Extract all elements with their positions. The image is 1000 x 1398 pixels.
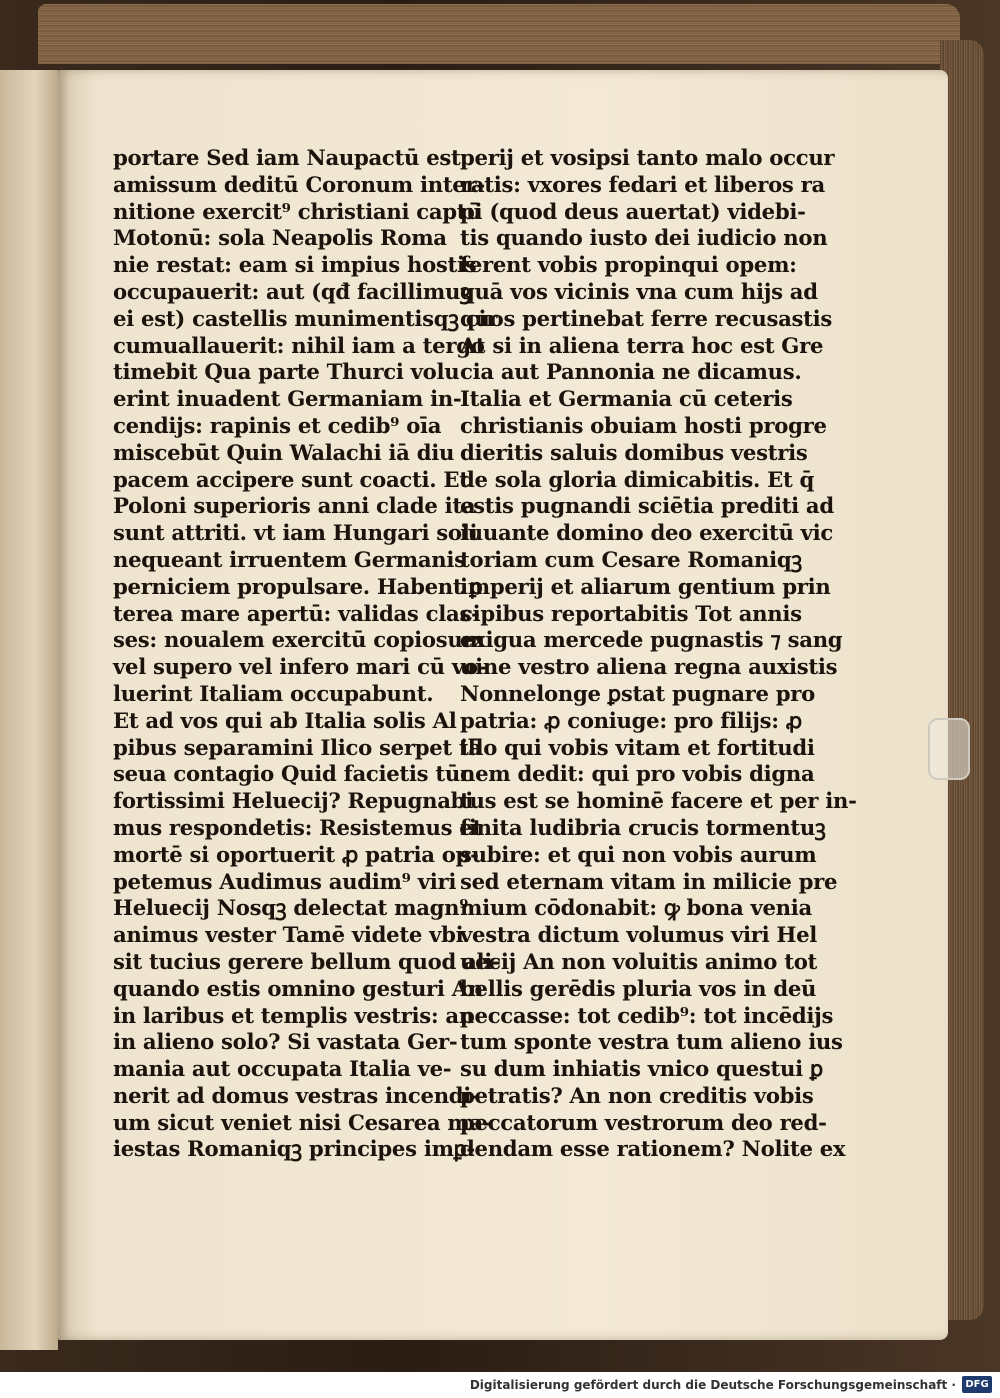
text-line: subire: et qui non vobis aurum [460,841,817,867]
text-line: tis quando iusto dei iudicio non [460,225,828,251]
footer-bar [0,1372,1000,1398]
text-line: Heluecij Nosqꝫ delectat magn⁹ [113,895,469,921]
text-line: pibus separamini Ilico serpet tā [113,734,482,760]
page-block-top-edge [38,4,960,64]
text-line: sit tucius gerere bellum quod ali- [113,948,501,974]
text-line: miscebūt Quin Walachi iā diu [113,439,455,465]
text-line: de sola gloria dimicabitis. Et q̄ [460,466,815,492]
text-line: sed eternam vitam in milicie pre [460,868,838,894]
text-line: ratis: vxores fedari et liberos ra [460,171,825,197]
text-line: quos pertinebat ferre recusastis [460,305,833,331]
text-line: iuuante domino deo exercitū vic [460,520,833,546]
text-line: mium cōdonabit: ꝙ bona venia [460,895,812,921]
text-line: iestas Romaniqꝫ principes imꝑ- [113,1136,475,1162]
text-line: uecij An non voluitis animo tot [460,948,818,974]
text-line: amissum deditū Coronum inter- [113,171,485,197]
right-text-column [460,145,857,1163]
text-line: Et ad vos qui ab Italia solis Al [113,707,457,733]
text-line: erint inuadent Germaniam in- [113,386,462,412]
text-line: pacem accipere sunt coacti. Et [113,466,469,492]
text-line: in laribus et templis vestris: an [113,1002,474,1028]
text-line: mania aut occupata Italia ve- [113,1056,452,1082]
text-line: ses: noualem exercitū copiosum [113,627,485,653]
text-line: tus est se hominē facere et per in- [460,788,857,814]
text-line: luerint Italiam occupabunt. [113,680,434,706]
text-line: petemus Audimus audim⁹ viri [113,868,457,894]
text-line: in alieno solo? Si vastata Ger- [113,1029,458,1055]
text-line: cipibus reportabitis Tot annis [460,600,802,626]
text-line: terea mare apertū: validas clas- [113,600,480,626]
text-line: finita ludibria crucis tormentuꝫ [460,814,826,840]
text-line: dieritis saluis domibus vestris [460,439,808,465]
text-line: timebit Qua parte Thurci volu [113,359,460,385]
text-line: su dum inhiatis vnico questui ꝑ [460,1056,824,1082]
text-line: bellis gerēdis pluria vos in deū [460,975,817,1001]
text-line: illo qui vobis vitam et fortitudi [460,734,815,760]
text-line: nie restat: eam si impius hostis [113,252,477,278]
text-line: estis pugnandi sciētia prediti ad [460,493,834,519]
text-line: perniciem propulsare. Habent ꝑ [113,573,483,599]
dfg-logo: DFG [962,1376,992,1393]
text-line: At si in aliena terra hoc est Gre [460,332,824,358]
text-line: pi (quod deus auertat) videbi- [460,198,806,224]
text-line: patria: ꝓ coniuge: pro filijs: ꝓ [460,707,802,733]
text-line: imperij et aliarum gentium prin [460,573,831,599]
text-line: nitione exercit⁹ christiani captū [113,198,482,224]
text-line: fortissimi Heluecij? Repugnabi [113,788,473,814]
text-line: Motonū: sola Neapolis Roma [113,225,447,251]
text-line: cia aut Pannonia ne dicamus. [460,359,802,385]
text-line: mortē si oportuerit ꝓ patria op- [113,841,479,867]
text-line: quā vos vicinis vna cum hijs ad [460,278,818,304]
facing-page [0,70,58,1350]
text-line: cumuallauerit: nihil iam a tergo [113,332,485,358]
text-line: Italia et Germania cū ceteris [460,386,793,412]
text-line: vestra dictum volumus viri Hel [460,922,818,948]
text-line: nerit ad domus vestras incendi- [113,1082,480,1108]
text-line: cendijs: rapinis et cedib⁹ oīa [113,412,442,438]
text-line: tum sponte vestra tum alieno ius [460,1029,843,1055]
text-line: quando estis omnino gesturi An [113,975,483,1001]
text-line: toriam cum Cesare Romaniqꝫ [460,546,802,572]
text-line: christianis obuiam hosti progre [460,412,827,438]
text-line: mus respondetis: Resistemus et [113,814,482,840]
left-text-column [113,145,501,1163]
text-line: uine vestro aliena regna auxistis [460,654,838,680]
text-line: dendam esse rationem? Nolite ex [460,1136,846,1162]
text-line: petratis? An non creditis vobis [460,1082,814,1108]
text-line: nequeant irruentem Germanis [113,546,466,572]
text-line: exigua mercede pugnastis ⁊ sang [460,627,843,653]
page-tab [928,718,970,780]
text-line: um sicut veniet nisi Cesarea ma- [113,1109,492,1135]
text-line: sunt attriti. vt iam Hungari soli [113,520,478,546]
text-line: ferent vobis propinqui opem: [460,252,797,278]
text-line: vel supero vel infero mari cū vo- [113,654,487,680]
text-line: ei est) castellis munimentisqꝫ cir [113,305,498,331]
text-line: nem dedit: qui pro vobis digna [460,761,815,787]
text-line: animus vester Tamē videte vbi [113,922,464,948]
text-line: Poloni superioris anni clade ita [113,493,476,519]
text-line: peccasse: tot cedib⁹: tot incēdijs [460,1002,834,1028]
text-line: occupauerit: aut (qđ facillimuꝫ [113,278,471,304]
footer-credit: Digitalisierung gefördert durch die Deutsche Forschungsgemeinschaft · [469,1378,956,1392]
text-line: Nonnelonge ꝑstat pugnare pro [460,680,815,706]
text-line: perij et vosipsi tanto malo occur [460,145,835,170]
text-line: portare Sed iam Naupactū est [113,145,461,170]
text-line: peccatorum vestrorum deo red- [460,1109,827,1135]
text-line: seua contagio Quid facietis tūc [113,761,473,787]
